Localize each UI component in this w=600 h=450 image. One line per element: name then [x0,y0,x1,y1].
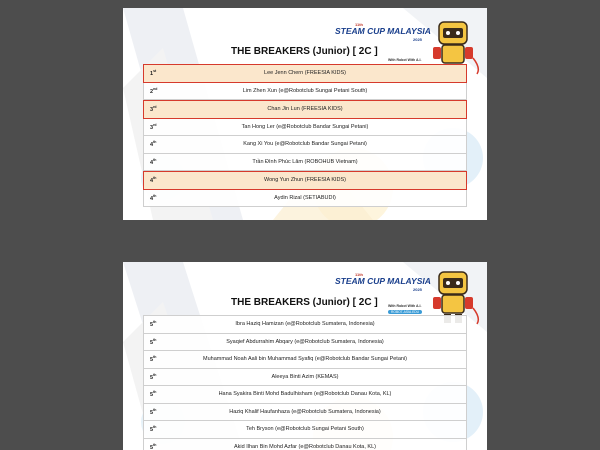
table-row [143,119,467,137]
rank-number: 5 [150,374,154,381]
rank-suffix: th [153,140,157,145]
rank-cell [144,194,172,202]
participant-name: Lim Zhen Xun (e@Robotclub Sungai Petani South) [242,87,368,94]
rank-suffix: th [153,157,157,162]
rank-number: 5 [150,357,154,364]
rank-cell [144,123,172,131]
rank-number: 5 [150,322,154,329]
participant-name: Kang Xi You (e@Robotclub Bandar Sungai Petani) [243,141,367,148]
participant-name: Aydin Rizal (SETIABUDI) [274,194,336,201]
rank-cell [144,158,172,166]
table-row [143,369,467,387]
rank-suffix: th [153,337,157,342]
table-row [143,100,467,119]
participant-name: Aleeya Binti Azim (KEMAS) [271,373,339,380]
page-title: THE BREAKERS (Junior) [ 2C ] [231,46,378,57]
logo-tagline: With Robot With A.I. [388,304,422,308]
rank-number: 5 [150,409,154,416]
participant-name: Teh Bryson (e@Robotclub Sungai Petani South) [246,426,364,433]
table-row [143,171,467,190]
participant-name: Wong Yun Zhun (FREESIA KIDS) [263,177,347,184]
rank-cell [144,355,172,363]
logo-title: STEAM CUP MALAYSIA [335,276,431,286]
rank-cell [144,338,172,346]
rank-number: 5 [150,392,154,399]
rank-number: 1 [150,71,154,78]
table-row [143,421,467,439]
participant-name: Hana Syakira Binti Mohd Badulhisham (e@Robotclub Danau Kota, KL) [218,391,392,398]
participant-name: Muhammad Noah Aali bin Muhammad Syafiq (e@Robotclub Bandar Sungai Petani) [203,356,407,363]
table-row [143,439,467,450]
rank-suffix: th [153,372,157,377]
participant-name: Trần Đình Phúc Lâm (ROBOHUB Vietnam) [252,158,358,165]
rank-cell [144,373,172,381]
rank-number: 3 [150,107,154,114]
participant-name: Lee Jenn Chern (FREESIA KIDS) [264,70,346,77]
rank-suffix: th [153,176,157,181]
rank-suffix: th [153,320,157,325]
rank-suffix: rd [153,122,157,127]
rank-number: 3 [150,124,154,131]
rank-number: 5 [150,339,154,346]
table-row [143,190,467,208]
logo-pill: ROBOT-ASIA.EDU [388,310,422,314]
table-row [143,83,467,101]
table-row [143,136,467,154]
page-title: THE BREAKERS (Junior) [ 2C ] [231,297,378,308]
rank-suffix: rd [153,105,157,110]
rank-cell [144,408,172,416]
logo-edition: 11th [355,22,364,27]
rank-number: 5 [150,427,154,434]
table-row [143,64,467,83]
rank-number: 4 [150,159,154,166]
results-table [143,315,467,450]
rank-cell [144,390,172,398]
rank-suffix: th [153,355,157,360]
rank-suffix: th [153,425,157,430]
result-page-2 [123,262,487,450]
rank-suffix: st [153,69,157,74]
participant-name: Tan Hong Ler (e@Robotclub Bandar Sungai Petani) [241,123,369,130]
rank-cell [144,443,172,450]
rank-cell [144,69,172,77]
rank-number: 4 [150,142,154,149]
logo-title: STEAM CUP MALAYSIA [335,26,431,36]
rank-suffix: th [153,407,157,412]
table-row [143,315,467,334]
results-table [143,64,467,207]
logo-tagline: With Robot With A.I. [388,58,422,62]
participant-name: Ibra Haziq Hamizan (e@Robotclub Sumatera, Indonesia) [235,321,375,328]
table-row [143,351,467,369]
result-page-1 [123,8,487,220]
rank-cell [144,176,172,184]
rank-suffix: th [153,442,157,447]
rank-cell [144,320,172,328]
rank-cell [144,87,172,95]
participant-name: Akid Ilhan Bin Mohd Azfar (e@Robotclub Danau Kota, KL) [234,443,376,450]
rank-number: 5 [150,444,154,450]
logo-year: 2025 [413,287,422,292]
rank-suffix: th [153,193,157,198]
table-row [143,334,467,352]
rank-suffix: th [153,390,157,395]
rank-suffix: nd [153,86,158,91]
rank-cell [144,105,172,113]
rank-cell [144,425,172,433]
logo-year: 2025 [413,37,422,42]
participant-name: Chan Jin Lun (FREESIA KIDS) [267,106,343,113]
rank-number: 4 [150,178,154,185]
table-row [143,154,467,172]
table-row [143,404,467,422]
logo-edition: 11th [355,272,364,277]
table-row [143,386,467,404]
rank-cell [144,140,172,148]
participant-name: Haziq Khalif Haufanhaza (e@Robotclub Sumatera, Indonesia) [229,408,381,415]
rank-number: 4 [150,195,154,202]
participant-name: Syaqief Abdurrahim Abqary (e@Robotclub Sumatera, Indonesia) [226,338,384,345]
rank-number: 2 [150,88,154,95]
